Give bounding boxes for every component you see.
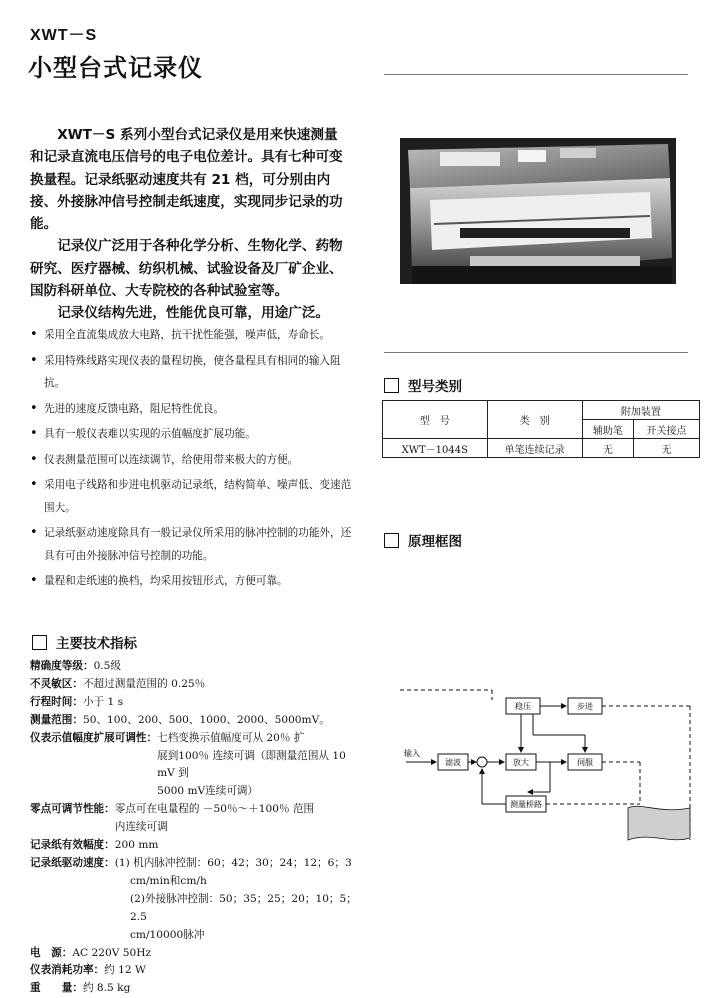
spec-value-group <box>115 855 360 873</box>
feature-item: • 采用电子线路和步进电机驱动记录纸，结构简单、噪声低、变速范围大。 <box>28 474 354 519</box>
spec-value: 50、100、200、500、1000、2000、5000mV。 <box>82 713 330 726</box>
spec-label: 行程时间： <box>30 695 83 708</box>
intro-paragraph: XWT－S 系列小型台式记录仪是用来快速测量和记录直流电压信号的电子电位差计。具有七种可变换量程。记录纸驱动速度共有 21 档，可分别由内接、外接脉冲信号控制走纸速度，实现同步记录的功能。 <box>30 127 343 233</box>
intro-paragraph: 记录仪广泛用于各种化学分析、生物化学、药物研究、医疗器械、纺织机械、试验设备及厂矿企业、国防科研单位、大专院校的各种试验室等。 <box>30 238 343 300</box>
table-row <box>383 439 700 458</box>
page-title: 小型台式记录仪 <box>28 54 203 82</box>
spec-item <box>30 855 360 873</box>
spec-value: 零点可在电量程的 －50％～＋100％ 范围 <box>114 803 315 816</box>
block-diagram <box>400 690 696 880</box>
spec-value-group <box>30 873 360 945</box>
title-divider <box>384 74 688 75</box>
spec-label: 仪表消耗功率： <box>30 964 105 977</box>
diagram-amplifier-label: 放大 <box>513 758 529 767</box>
intro-paragraph: 记录仪结构先进，性能优良可靠，用途广泛。 <box>57 305 330 322</box>
diagram-filter-label: 滤波 <box>445 758 461 767</box>
feature-item: • 采用特殊线路实现仪表的量程切换，使各量程具有相同的输入阻抗。 <box>28 350 354 395</box>
principle-section-title: 原理框图 <box>408 534 462 550</box>
cell-model: XWT－1044S <box>383 439 488 458</box>
spec-item-continued <box>30 873 360 945</box>
checkbox-square-icon <box>32 635 47 650</box>
spec-value: 约 8.5 kg <box>82 982 131 995</box>
spec-value-group <box>157 730 360 802</box>
spec-label: 重 量： <box>30 982 83 995</box>
feature-item: • 先进的速度反馈电路，阻尼特性优良。 <box>28 398 354 421</box>
diagram-servo-label: 伺服 <box>577 758 593 767</box>
spec-label: 仪表示值幅度扩展可调性： <box>30 731 158 744</box>
spec-value: (1) 机内脉冲控制：60；42；30；24；12；6；3 <box>114 856 352 869</box>
section-divider <box>384 352 688 353</box>
spec-value-group <box>115 801 360 837</box>
spec-value-continued: (2)外接脉冲控制：50；35；25；20；10；5；2.5 <box>130 892 357 923</box>
principle-section-heading <box>384 530 462 550</box>
feature-item: • 量程和走纸速的换档，均采用按钮形式，方便可靠。 <box>28 570 354 593</box>
spec-value: 不超过测量范围的 0.25％ <box>82 677 206 690</box>
diagram-regulator-label: 稳压 <box>515 702 531 711</box>
spec-label: 记录纸驱动速度： <box>30 856 115 869</box>
table-header-aux-pen: 辅助笔 <box>582 420 633 439</box>
spec-value-continued: 内连续可调 <box>114 821 168 834</box>
spec-value-continued: 展到100％ 连续可调（即测量范围从 10 mV 到 <box>157 749 346 780</box>
table-header-switch: 开关接点 <box>634 420 700 439</box>
table-header-model: 型 号 <box>383 401 488 439</box>
spec-item <box>30 801 360 837</box>
spec-label: 不灵敏区： <box>30 677 83 690</box>
spec-value-continued: cm/min和cm/h <box>130 874 207 887</box>
table-header-type: 类 别 <box>487 401 582 439</box>
spec-item <box>30 694 360 712</box>
cell-aux-pen: 无 <box>582 439 633 458</box>
spec-value: 小于 1 s <box>82 695 124 708</box>
table-header-accessory: 附加装置 <box>582 401 699 420</box>
checkbox-square-icon <box>384 533 399 548</box>
specs-section-title: 主要技术指标 <box>56 636 137 652</box>
intro-text <box>30 124 348 325</box>
spec-item <box>30 945 360 963</box>
spec-item <box>30 980 360 998</box>
feature-item: • 记录纸驱动速度除具有一般记录仪所采用的脉冲控制的功能外，还具有可由外接脉冲信号控制的功能。 <box>28 522 354 567</box>
spec-value: AC 220V 50Hz <box>72 946 152 959</box>
model-table <box>382 400 700 458</box>
spec-item <box>30 676 360 694</box>
spec-label: 电 源： <box>30 946 73 959</box>
spec-item <box>30 712 360 730</box>
spec-label: 精确度等级： <box>30 660 94 672</box>
model-section-title: 型号类别 <box>408 379 462 395</box>
model-section-heading <box>384 375 462 395</box>
spec-value-continued: 5000 mV连续可调） <box>157 785 259 798</box>
spec-label: 记录纸有效幅度： <box>30 839 115 852</box>
spec-list <box>30 658 360 998</box>
checkbox-square-icon <box>384 378 399 393</box>
spec-item <box>30 837 360 855</box>
diagram-input-label: 输入 <box>404 749 420 758</box>
spec-item <box>30 730 360 802</box>
spec-value: 七档变换示值幅度可从 20％ 扩 <box>157 731 305 744</box>
diagram-stepper-label: 步进 <box>577 702 593 711</box>
diagram-measure-bridge-label: 测量桥路 <box>510 800 542 809</box>
feature-list <box>28 324 354 596</box>
spec-item <box>30 658 360 676</box>
product-photo <box>400 138 676 284</box>
spec-value: 约 12 W <box>104 964 146 977</box>
spec-value: 200 mm <box>114 839 159 852</box>
feature-item: • 仪表测量范围可以连续调节，给使用带来极大的方便。 <box>28 449 354 472</box>
feature-item: • 具有一般仪表难以实现的示值幅度扩展功能。 <box>28 423 354 446</box>
specs-section-heading <box>32 632 137 652</box>
feature-item: • 采用全直流集成放大电路，抗干扰性能强，噪声低，寿命长。 <box>28 324 354 347</box>
model-code: XWT－S <box>30 27 98 44</box>
spec-label: 测量范围： <box>30 713 83 726</box>
cell-type: 单笔连续记录 <box>487 439 582 458</box>
spec-label: 零点可调节性能： <box>30 803 115 816</box>
spec-value: 0.5级 <box>93 660 122 672</box>
cell-switch: 无 <box>634 439 700 458</box>
spec-value-continued: cm/10000脉冲 <box>130 928 205 941</box>
spec-item <box>30 962 360 980</box>
